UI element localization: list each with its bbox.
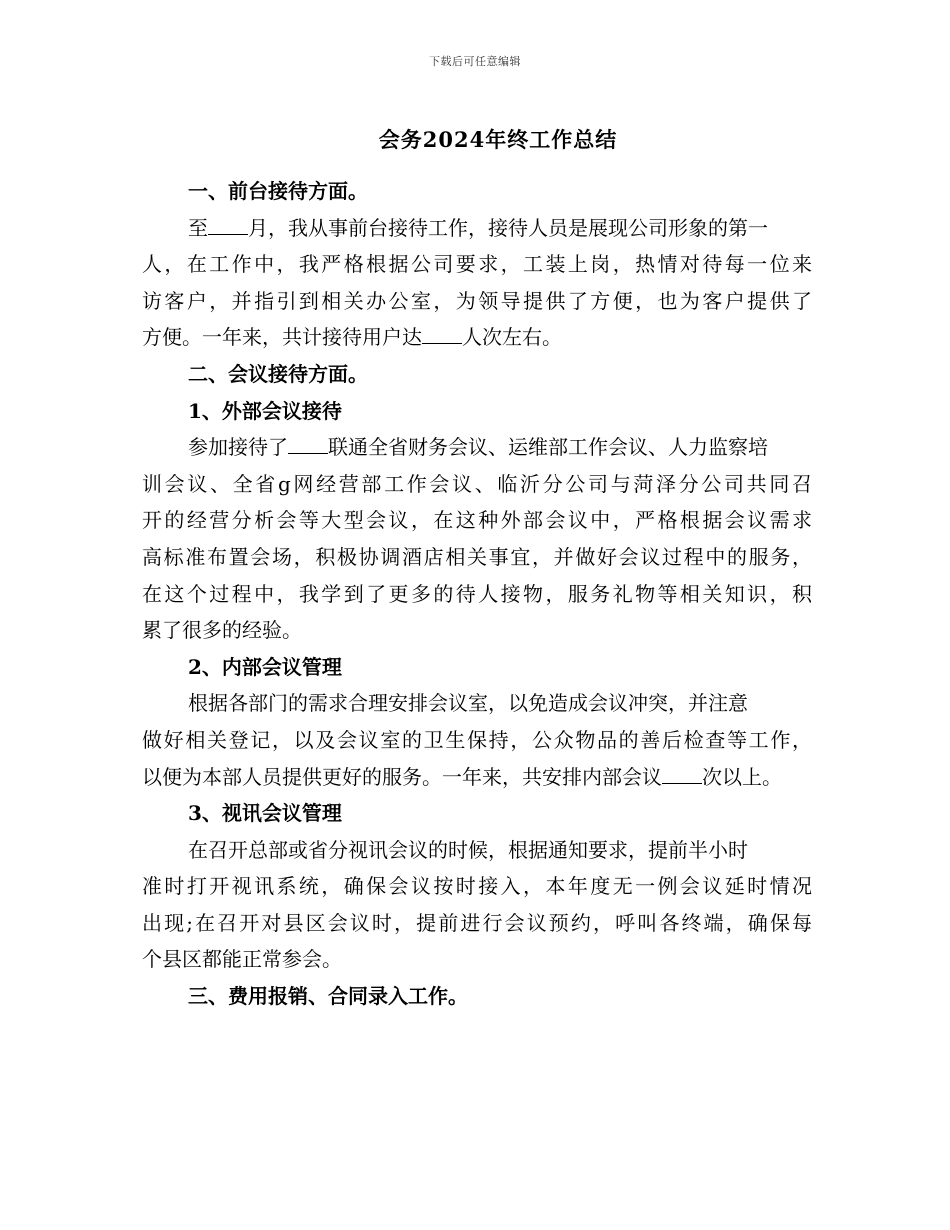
paragraph-line: 训会议、全省g网经营部工作会议、临沂分公司与菏泽分公司共同召 bbox=[142, 471, 812, 496]
paragraph-line: 累了很多的经验。 bbox=[142, 618, 302, 643]
paragraph-line: 准时打开视讯系统，确保会议按时接入，本年度无一例会议延时情况 bbox=[142, 874, 812, 899]
subsection-heading-internal: 2、内部会议管理 bbox=[188, 654, 342, 679]
paragraph-line: 个县区都能正常参会。 bbox=[142, 947, 342, 972]
paragraph-line: 高标准布置会场，积极协调酒店相关事宜，并做好会议过程中的服务， bbox=[142, 544, 812, 569]
section-heading-reception: 一、前台接待方面。 bbox=[188, 179, 368, 203]
page-header: 下载后可任意编辑 bbox=[429, 55, 521, 68]
paragraph-line: 以便为本部人员提供更好的服务。一年来，共安排内部会议 次以上。 bbox=[142, 759, 812, 796]
paragraph-line: 开的经营分析会等大型会议，在这种外部会议中，严格根据会议需求 bbox=[142, 508, 812, 533]
paragraph-line: 在这个过程中，我学到了更多的待人接物，服务礼物等相关知识，积 bbox=[142, 581, 812, 606]
subsection-heading-external: 1、外部会议接待 bbox=[188, 398, 342, 423]
paragraph-line: 在召开总部或省分视讯会议的时候，根据通知要求，提前半小时 bbox=[188, 837, 748, 862]
subsection-heading-video: 3、视讯会议管理 bbox=[188, 801, 342, 826]
fill-in-blank bbox=[288, 431, 328, 454]
paragraph-line: 访客户，并指引到相关办公室，为领导提供了方便，也为客户提供了 bbox=[142, 288, 812, 313]
paragraph-line: 人，在工作中，我严格根据公司要求，工装上岗，热情对待每一位来 bbox=[142, 252, 812, 277]
section-heading-meetings: 二、会议接待方面。 bbox=[188, 361, 368, 386]
fill-in-blank bbox=[422, 321, 462, 344]
paragraph-line: 出现;在召开对县区会议时，提前进行会议预约，呼叫各终端，确保每 bbox=[142, 910, 812, 935]
fill-in-blank bbox=[208, 212, 248, 235]
paragraph-line: 根据各部门的需求合理安排会议室，以免造成会议冲突，并注意 bbox=[188, 691, 748, 716]
document-body bbox=[142, 173, 812, 1015]
section-heading-expenses: 三、费用报销、合同录入工作。 bbox=[188, 984, 468, 1009]
paragraph-line: 参加接待了 联通全省财务会议、运维部工作会议、人力监察培 bbox=[142, 429, 812, 466]
paragraph-line: 做好相关登记，以及会议室的卫生保持，公众物品的善后检查等工作， bbox=[142, 727, 812, 752]
fill-in-blank bbox=[662, 761, 702, 784]
paragraph-line: 方便。一年来，共计接待用户达 人次左右。 bbox=[142, 319, 812, 356]
document-title: 会务2024年终工作总结 bbox=[378, 127, 618, 152]
paragraph-line: 至 月，我从事前台接待工作，接待人员是展现公司形象的第一 bbox=[142, 210, 812, 247]
